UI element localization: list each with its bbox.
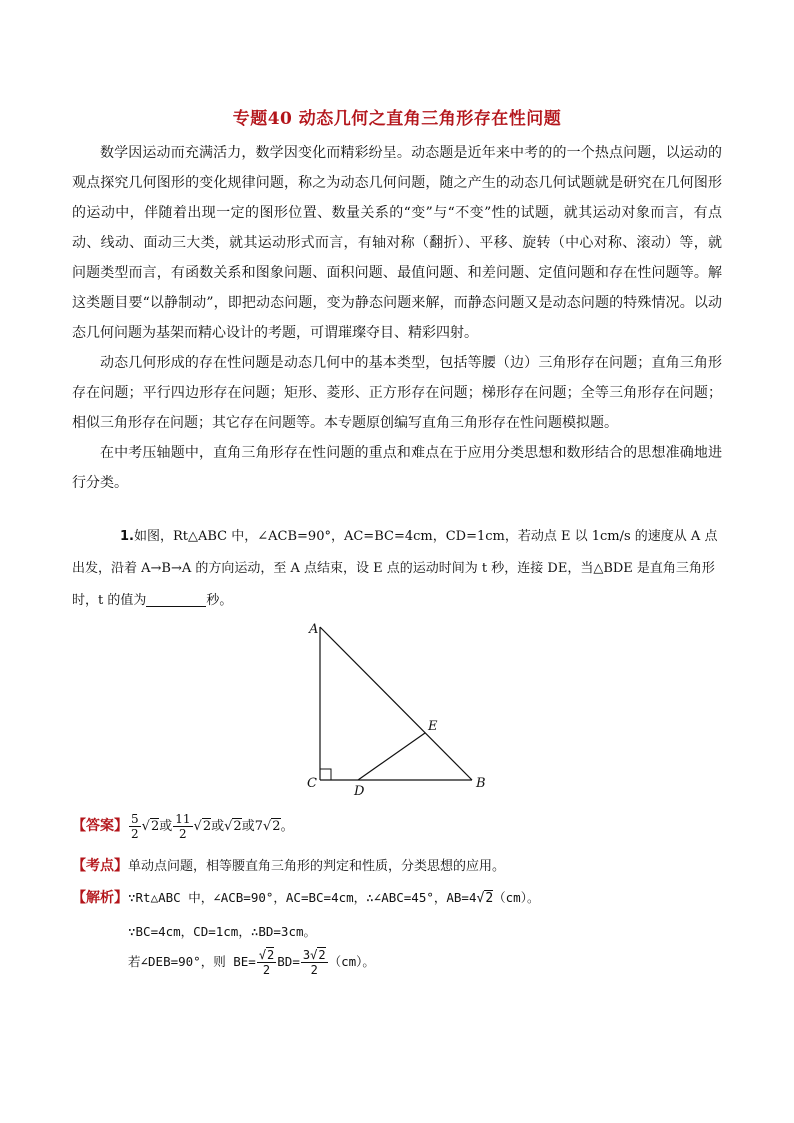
kaodian-tag: 【考点】	[72, 858, 128, 874]
answer-end: 。	[280, 819, 294, 834]
answer-radical-4: √2	[262, 819, 281, 834]
page-title: 专题40 动态几何之直角三角形存在性问题	[232, 109, 562, 129]
intro-paragraph-2: 动态几何形成的存在性问题是动态几何中的基本类型，包括等腰（边）三角形存在问题；直角三角形存在问题；平行四边形存在问题；矩形、菱形、正方形存在问题；梯形存在问题；全等三角形存在问题；相似三角形存在问题；其它存在问题等。本专题原创编写直角三角形存在性问题模拟题。	[72, 355, 722, 431]
intro-paragraph-1: 数学因运动而充满活力，数学因变化而精彩纷呈。动态题是近年来中考的的一个热点问题，以运动的观点探究几何图形的变化规律问题，称之为动态几何问题，随之产生的动态几何试题就是研究在几何图形的运动中，伴随着出现一定的图形位置、数量关系的“变”与“不变”性的试题，就其运动对象而言，有点动、线动、面动三大类，就其运动形式而言，有轴对称（翻折）、平移、旋转（中心对称、滚动）等，就问题类型而言，有函数关系和图象问题、面积问题、最值问题、和差问题、定值问题和存在性问题等。解这类题目要“以静制动”，即把动态问题，变为静态问题来解，而静态问题又是动态问题的特殊情况。以动态几何问题为基架而精心设计的考题，可谓璀璨夺目、精彩四射。	[72, 145, 722, 341]
kaodian-row	[72, 855, 505, 875]
answer-tag: 【答案】	[72, 818, 128, 834]
jiexi-row-3	[128, 948, 375, 977]
jiexi-line-1: ∵Rt△ABC 中，∠ACB=90°，AC=BC=4cm，∴∠ABC=45°，AB=4	[128, 890, 477, 905]
label-d: D	[354, 784, 365, 795]
label-a: A	[309, 622, 319, 637]
right-angle-mark	[320, 769, 331, 780]
answer-or-1: 或	[159, 819, 173, 834]
segment-ab	[320, 627, 472, 780]
jiexi-line-3-end: （cm）。	[328, 954, 375, 969]
jiexi-fraction-1: $\frac{√2}{2}$	[258, 948, 275, 977]
answer-radical-3: √2	[224, 819, 242, 834]
jiexi-radical-1: √2	[476, 891, 494, 906]
question-1	[72, 521, 722, 617]
answer-coef-4: 7	[254, 819, 263, 834]
question-text: 如图，Rt△ABC 中，∠ACB=90°，AC=BC=4cm，CD=1cm，若动点 E 以 1cm/s 的速度从 A 点出发，沿着 A→B→A 的方向运动，至 A 点结束，设 E 点的运动时间为 t 秒，连接 DE，当△BDE 是直角三角形时，t 的值为	[72, 529, 718, 608]
answer-radical-2: √2	[193, 819, 212, 834]
answer-row	[72, 812, 294, 841]
answer-or-3: 或	[241, 819, 255, 834]
jiexi-tag: 【解析】	[72, 890, 128, 906]
label-c: C	[307, 776, 317, 791]
answer-blank	[146, 590, 206, 607]
triangle-diagram	[300, 615, 500, 795]
jiexi-line-3: 若∠DEB=90°，则 BE=	[128, 954, 256, 969]
label-e: E	[428, 719, 438, 734]
jiexi-row-1	[72, 887, 539, 907]
answer-radical-1: √2	[141, 819, 160, 834]
jiexi-row-2	[128, 922, 316, 940]
intro-section	[72, 138, 722, 498]
question-number: 1.	[120, 529, 134, 544]
answer-fraction-2: $\frac{11}{2}$	[175, 812, 191, 841]
kaodian-text: 单动点问题，相等腰直角三角形的判定和性质，分类思想的应用。	[128, 859, 506, 874]
jiexi-line-2: ∵BC=4cm，CD=1cm，∴BD=3cm。	[128, 924, 317, 939]
question-text-end: 秒。	[206, 593, 233, 608]
jiexi-line-1-end: （cm）。	[493, 890, 540, 905]
label-b: B	[476, 776, 486, 791]
answer-fraction-1: $\frac{5}{2}$	[131, 812, 139, 841]
jiexi-fraction-2: $\frac{3√2}{2}$	[302, 948, 326, 977]
jiexi-line-3-mid: BD=	[277, 954, 300, 969]
segment-de	[358, 733, 425, 780]
intro-paragraph-3: 在中考压轴题中，直角三角形存在性问题的重点和难点在于应用分类思想和数形结合的思想准确地进行分类。	[72, 445, 722, 491]
triangle-figure	[300, 615, 500, 799]
answer-or-2: 或	[211, 819, 225, 834]
